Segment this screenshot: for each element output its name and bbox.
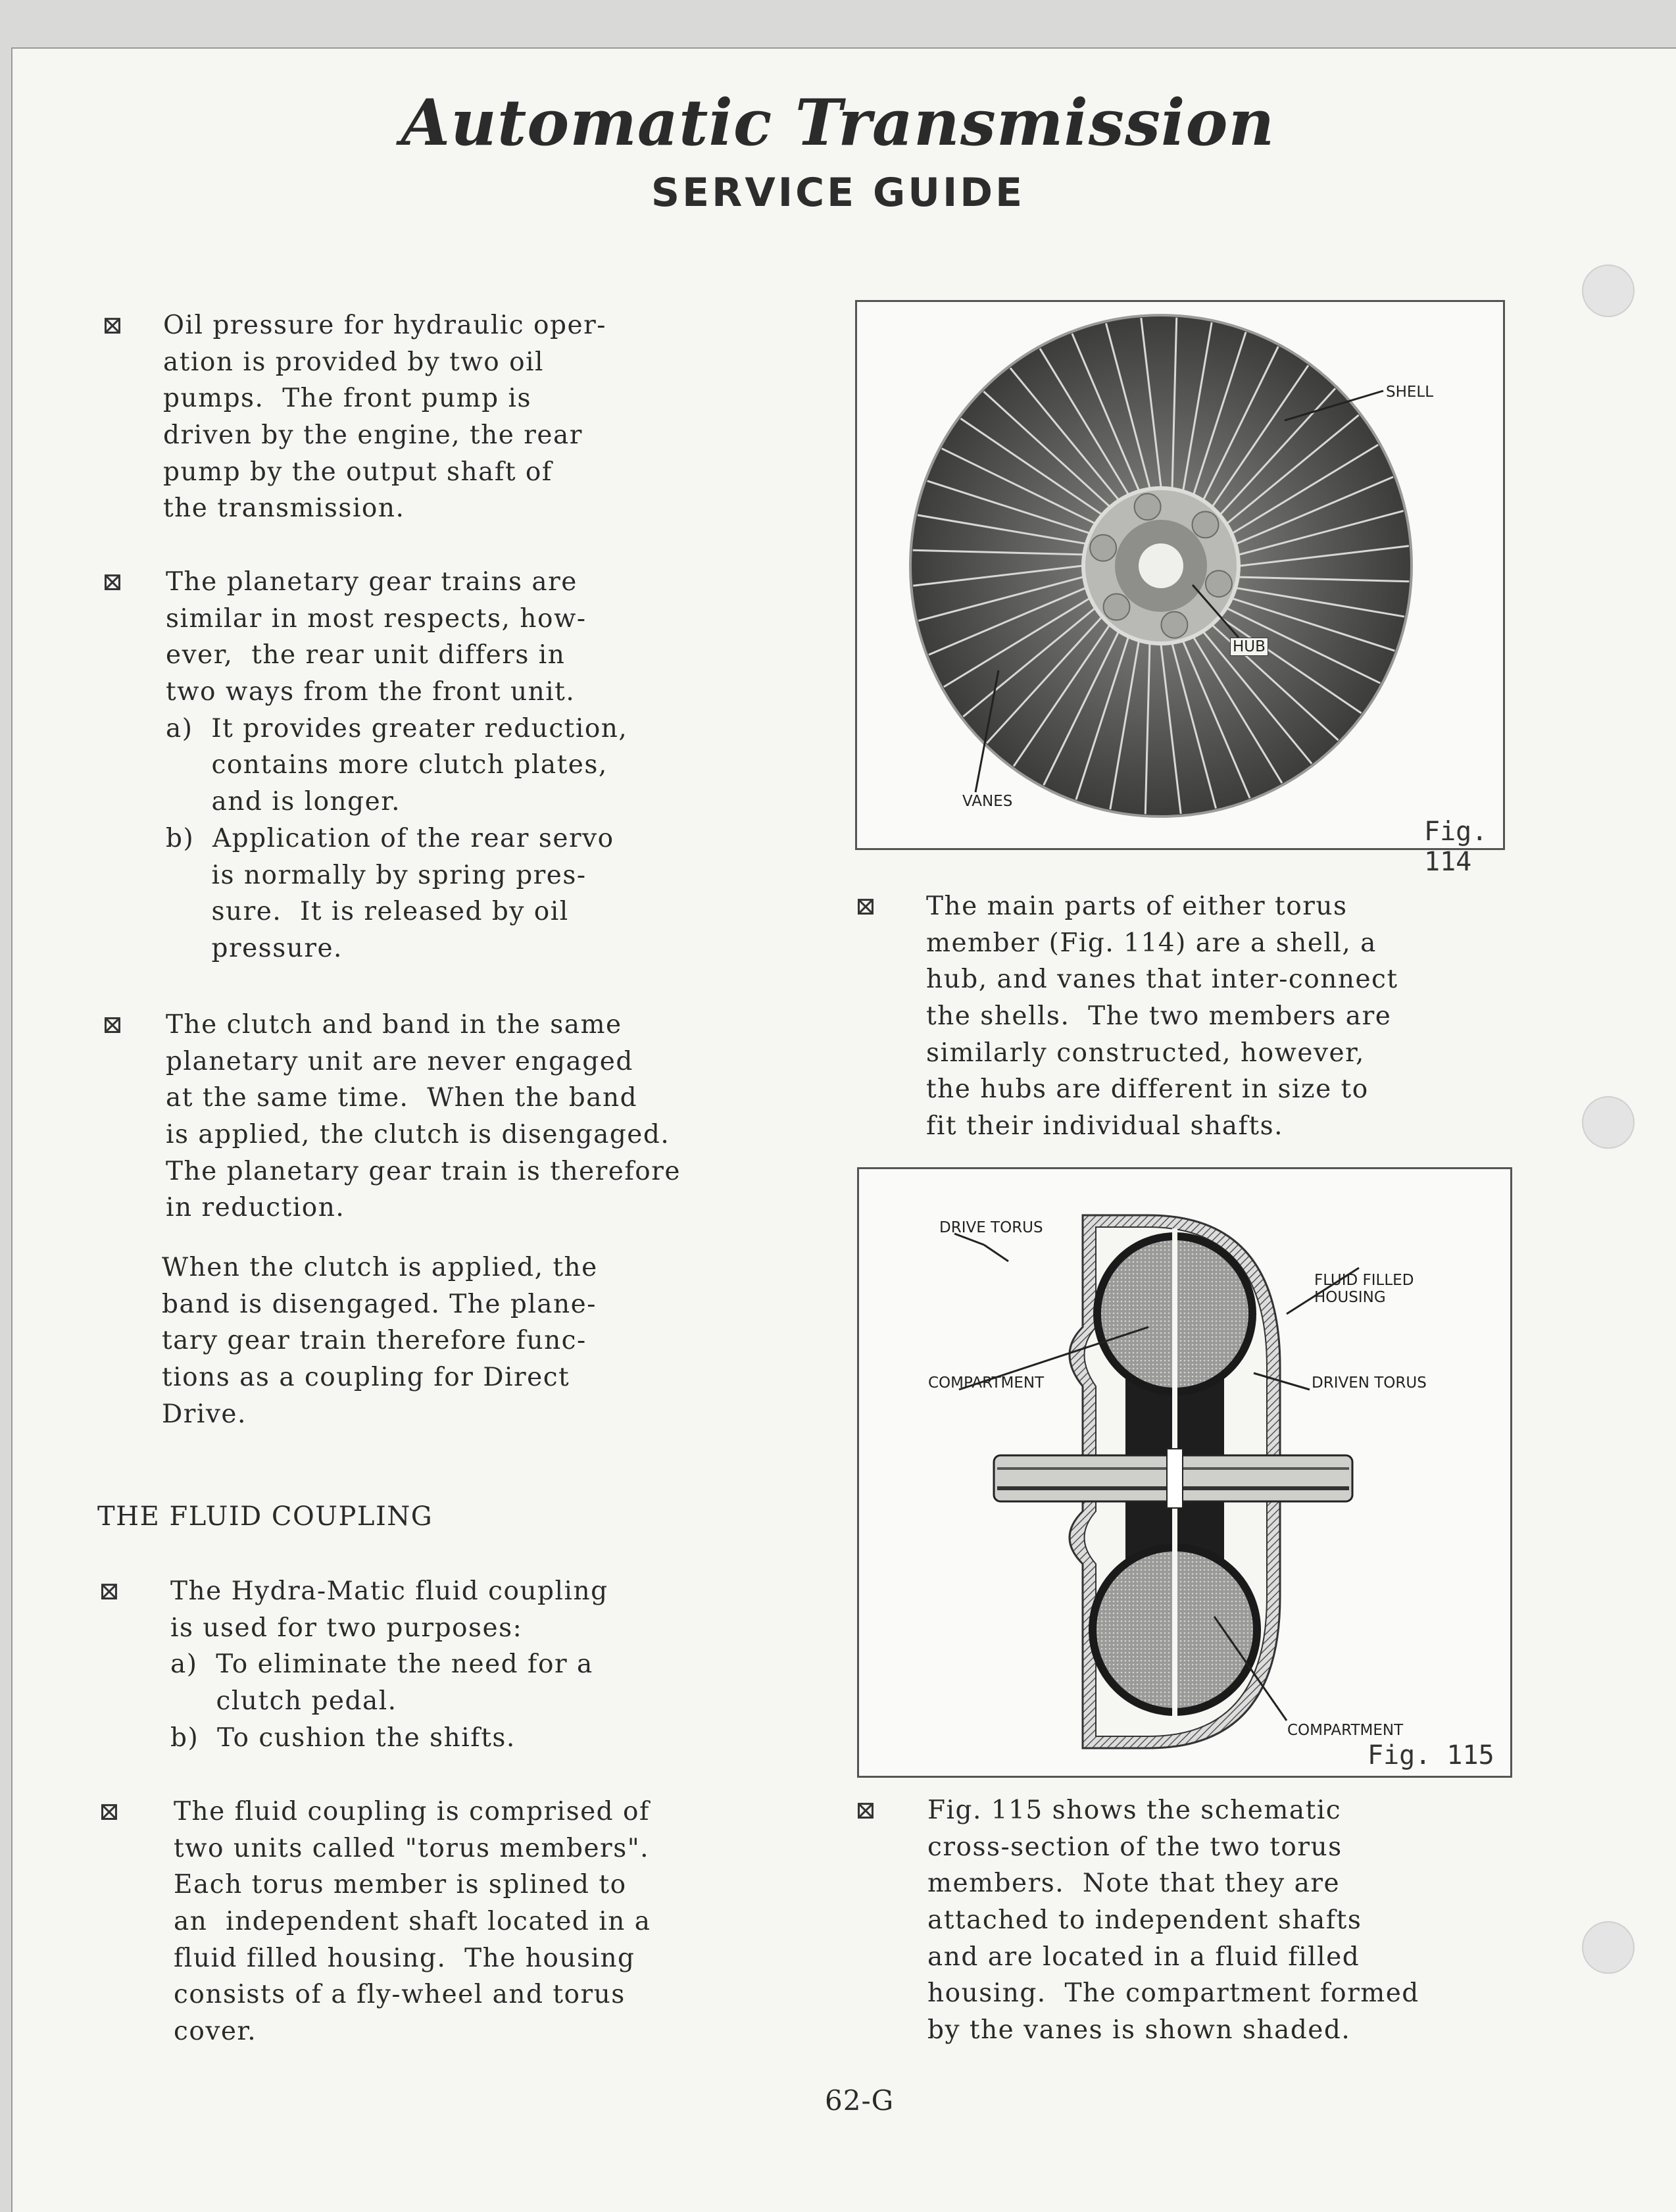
text-line: two ways from the front unit. bbox=[166, 677, 576, 707]
figure-115 bbox=[857, 1167, 1512, 1778]
label-hub: HUB bbox=[1230, 638, 1268, 656]
hub-bolt bbox=[1192, 511, 1218, 538]
text-line: sure. It is released by oil bbox=[166, 897, 569, 927]
figure-114 bbox=[855, 300, 1505, 877]
text-line: at the same time. When the band bbox=[166, 1083, 638, 1113]
text-line: The planetary gear train is therefore bbox=[166, 1156, 681, 1186]
punch-hole bbox=[1582, 1096, 1635, 1149]
hub-bolt bbox=[1161, 612, 1187, 638]
text-line: housing. The compartment formed bbox=[927, 1978, 1419, 2009]
text-line: and is longer. bbox=[166, 787, 401, 817]
text-line: fit their individual shafts. bbox=[926, 1111, 1284, 1142]
boxed-x-bullet-icon: ⊠ bbox=[99, 1576, 120, 1605]
text-line: the hubs are different in size to bbox=[926, 1074, 1369, 1105]
paragraph-fluid-coupling-units bbox=[174, 1794, 651, 2050]
punch-hole bbox=[1582, 1921, 1635, 1974]
text-line: Drive. bbox=[162, 1399, 247, 1429]
text-line: pump by the output shaft of bbox=[163, 457, 553, 487]
text-line: b) Application of the rear servo bbox=[166, 823, 614, 853]
text-line: is applied, the clutch is disengaged. bbox=[166, 1120, 670, 1150]
text-line: member (Fig. 114) are a shell, a bbox=[926, 928, 1377, 958]
text-line: pumps. The front pump is bbox=[163, 384, 532, 414]
text-line: tions as a coupling for Direct bbox=[162, 1363, 570, 1393]
text-line: a) It provides greater reduction, bbox=[166, 713, 628, 743]
text-line: and are located in a fluid filled bbox=[927, 1942, 1360, 1972]
paragraph-fluid-coupling-purpose bbox=[170, 1573, 608, 1756]
text-line: is used for two purposes: bbox=[170, 1613, 523, 1643]
text-line: b) To cushion the shifts. bbox=[170, 1722, 516, 1753]
text-line: by the vanes is shown shaded. bbox=[927, 2015, 1351, 2046]
text-line: an independent shaft located in a bbox=[174, 1907, 651, 1937]
text-line: pressure. bbox=[166, 933, 343, 963]
paragraph-oil-pressure bbox=[163, 307, 606, 527]
label-compartment-upper: COMPARTMENT bbox=[928, 1374, 1045, 1392]
text-line: cross-section of the two torus bbox=[927, 1832, 1343, 1862]
text-line: cover. bbox=[174, 2017, 257, 2047]
text-line: consists of a fly-wheel and torus bbox=[174, 1980, 626, 2010]
hub-bolt bbox=[1206, 570, 1232, 597]
figure-caption: Fig. 114 bbox=[1424, 817, 1488, 877]
fluid-coupling-cross-section bbox=[859, 1169, 1510, 1776]
text-line: The main parts of either torus bbox=[926, 892, 1348, 921]
punch-hole bbox=[1582, 264, 1635, 317]
hub-bolt bbox=[1090, 535, 1116, 561]
label-vanes: VANES bbox=[962, 793, 1013, 810]
boxed-x-bullet-icon: ⊠ bbox=[855, 1796, 876, 1824]
text-line: driven by the engine, the rear bbox=[163, 420, 583, 451]
text-line: two units called "torus members". bbox=[174, 1833, 650, 1863]
text-line: similar in most respects, how- bbox=[166, 603, 587, 634]
text-line: the shells. The two members are bbox=[926, 1001, 1392, 1032]
text-line: The planetary gear trains are bbox=[166, 567, 578, 597]
hub-bolt bbox=[1135, 493, 1161, 520]
text-line: ation is provided by two oil bbox=[163, 347, 545, 377]
boxed-x-bullet-icon: ⊠ bbox=[102, 1010, 123, 1039]
label-compartment-lower: COMPARTMENT bbox=[1287, 1722, 1404, 1739]
text-line: hub, and vanes that inter-connect bbox=[926, 965, 1398, 995]
paragraph-planetary-gear bbox=[166, 564, 628, 967]
text-line: band is disengaged. The plane- bbox=[162, 1289, 597, 1319]
text-line: When the clutch is applied, the bbox=[162, 1253, 598, 1282]
section-heading: THE FLUID COUPLING bbox=[97, 1501, 433, 1532]
text-line: Fig. 115 shows the schematic bbox=[927, 1796, 1342, 1825]
paragraph-clutch-applied bbox=[162, 1249, 598, 1432]
paragraph-fig115-description bbox=[927, 1792, 1419, 2049]
text-line: in reduction. bbox=[166, 1193, 345, 1223]
label-housing: HOUSING bbox=[1314, 1289, 1386, 1306]
boxed-x-bullet-icon: ⊠ bbox=[102, 567, 123, 596]
text-line: planetary unit are never engaged bbox=[166, 1046, 633, 1076]
text-line: is normally by spring pres- bbox=[166, 860, 587, 890]
paragraph-clutch-band bbox=[166, 1007, 681, 1226]
document-subtitle: SERVICE GUIDE bbox=[651, 170, 1025, 216]
text-line: members. Note that they are bbox=[927, 1869, 1341, 1899]
text-line: attached to independent shafts bbox=[927, 1905, 1362, 1936]
label-fluid-filled: FLUID FILLED bbox=[1314, 1272, 1414, 1289]
text-line: Each torus member is splined to bbox=[174, 1870, 627, 1900]
text-line: ever, the rear unit differs in bbox=[166, 640, 566, 670]
text-line: tary gear train therefore func- bbox=[162, 1326, 587, 1356]
text-line: Oil pressure for hydraulic oper- bbox=[163, 311, 606, 340]
text-line: The fluid coupling is comprised of bbox=[174, 1797, 650, 1826]
figure-caption: Fig. 115 bbox=[1368, 1740, 1494, 1771]
boxed-x-bullet-icon: ⊠ bbox=[99, 1797, 120, 1826]
label-shell: SHELL bbox=[1386, 384, 1434, 401]
boxed-x-bullet-icon: ⊠ bbox=[855, 892, 876, 920]
text-line: contains more clutch plates, bbox=[166, 750, 608, 780]
text-line: the transmission. bbox=[163, 493, 405, 524]
text-line: a) To eliminate the need for a bbox=[170, 1649, 593, 1680]
text-line: clutch pedal. bbox=[170, 1686, 397, 1717]
text-line: similarly constructed, however, bbox=[926, 1038, 1365, 1068]
paragraph-torus-parts bbox=[926, 888, 1398, 1145]
boxed-x-bullet-icon: ⊠ bbox=[102, 311, 123, 339]
hub-bolt bbox=[1104, 594, 1130, 620]
document-title: Automatic Transmission bbox=[401, 86, 1275, 160]
text-line: The Hydra-Matic fluid coupling bbox=[170, 1576, 608, 1606]
page-number: 62-G bbox=[825, 2084, 895, 2117]
text-line: fluid filled housing. The housing bbox=[174, 1943, 635, 1973]
label-drive-torus: DRIVE TORUS bbox=[939, 1219, 1043, 1236]
text-line: The clutch and band in the same bbox=[166, 1010, 622, 1040]
label-driven-torus: DRIVEN TORUS bbox=[1312, 1374, 1427, 1392]
